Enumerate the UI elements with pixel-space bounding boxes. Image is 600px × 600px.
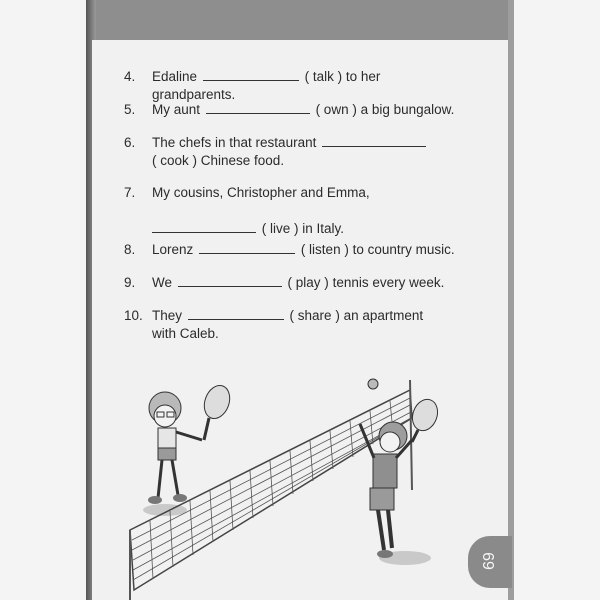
page-edge	[508, 0, 514, 600]
verb-hint: ( live )	[261, 221, 299, 236]
tennis-racket-icon	[408, 396, 441, 434]
item-number: 8.	[124, 242, 136, 257]
right-player	[360, 379, 442, 558]
item-number: 9.	[124, 275, 136, 290]
sentence-start: Lorenz	[152, 242, 194, 257]
exercise-item-7	[124, 184, 464, 236]
sentence-start: We	[152, 275, 173, 290]
page-number-tab	[468, 536, 512, 588]
answer-blank[interactable]	[206, 101, 310, 114]
tennis-ball-icon	[368, 379, 378, 389]
answer-blank[interactable]	[178, 274, 282, 287]
sentence-end: an apartment	[343, 308, 424, 323]
sentence-start: My aunt	[152, 102, 201, 117]
verb-hint: ( play )	[287, 275, 329, 290]
sentence-start: The chefs in that restaurant	[152, 135, 317, 150]
answer-blank[interactable]	[152, 220, 256, 233]
verb-hint: ( share )	[289, 308, 340, 323]
sentence-end: to country music.	[352, 242, 455, 257]
left-player-shadow	[143, 504, 187, 516]
sentence-end-line2: with Caleb.	[152, 326, 219, 341]
page-number: 69	[478, 552, 496, 570]
answer-blank[interactable]	[322, 134, 426, 147]
sentence-end: tennis every week.	[332, 275, 445, 290]
exercise-item-10	[124, 307, 464, 347]
sentence-end: in Italy.	[302, 221, 345, 236]
exercise-item-6	[124, 134, 464, 174]
verb-hint: ( listen )	[300, 242, 349, 257]
verb-hint: ( own )	[315, 102, 357, 117]
item-number: 7.	[124, 185, 136, 200]
item-number: 6.	[124, 135, 136, 150]
sentence-start: Edaline	[152, 69, 198, 84]
sentence-end: to her grandparents.	[152, 69, 381, 102]
tennis-illustration	[120, 370, 450, 600]
sentence-end: ( cook ) Chinese food.	[152, 153, 285, 168]
answer-blank[interactable]	[199, 241, 295, 254]
sentence-start: My cousins, Christopher and Emma,	[152, 185, 370, 200]
left-player	[148, 382, 234, 504]
sentence-end: a big bungalow.	[360, 102, 455, 117]
verb-hint: ( talk )	[304, 69, 343, 84]
item-number: 5.	[124, 102, 136, 117]
tennis-racket-icon	[200, 382, 234, 422]
item-number: 10.	[124, 308, 143, 323]
answer-blank[interactable]	[203, 68, 299, 81]
sentence-start: They	[152, 308, 183, 323]
item-number: 4.	[124, 69, 136, 84]
answer-blank[interactable]	[188, 307, 284, 320]
